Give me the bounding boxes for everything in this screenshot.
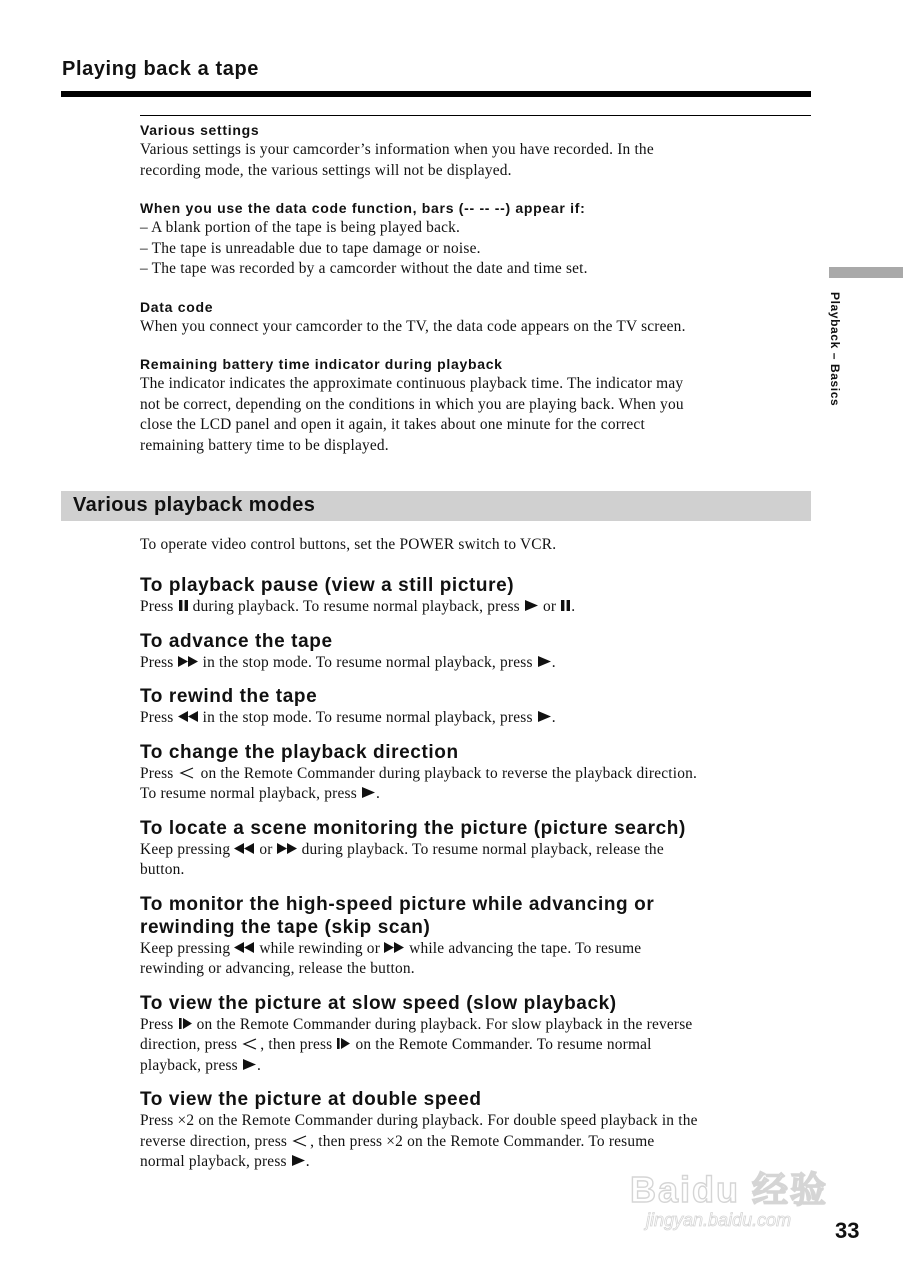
reverse-direction-icon	[291, 1134, 310, 1147]
mode-text: on the Remote Commander during playback to reverse the playback direction.	[196, 764, 698, 782]
mode-line	[140, 708, 812, 729]
mode-text: .	[571, 598, 576, 615]
play-icon	[361, 786, 376, 799]
note-line: recording mode, the various settings will not be displayed.	[140, 161, 512, 179]
notes-top-rule	[140, 115, 811, 116]
mode-heading: To advance the tape	[140, 630, 333, 652]
rewind-icon	[234, 941, 255, 954]
reverse-direction-icon	[241, 1037, 260, 1050]
mode-text: Press	[140, 709, 178, 726]
mode-text: during playback. To resume normal playback, release the	[297, 840, 664, 858]
mode-text: Press	[140, 1015, 178, 1033]
fast-forward-icon	[277, 842, 298, 855]
note-block	[140, 120, 810, 181]
note-line: – A blank portion of the tape is being played back.	[140, 219, 461, 236]
mode-text: or	[255, 840, 277, 858]
chapter-tab	[829, 267, 903, 278]
mode-block	[140, 685, 812, 729]
mode-text: in the stop mode. To resume normal playback, press	[198, 709, 537, 726]
mode-heading: To view the picture at double speed	[140, 1089, 482, 1110]
mode-block	[140, 992, 812, 1077]
mode-line	[140, 860, 812, 881]
section-title: Various playback modes	[73, 494, 316, 516]
mode-block	[140, 630, 812, 674]
mode-text: .	[551, 709, 556, 726]
mode-block	[140, 893, 812, 980]
reverse-direction-icon	[178, 766, 197, 779]
mode-text: Press	[140, 598, 178, 615]
mode-text: , then press	[260, 1036, 337, 1053]
mode-text: Keep pressing	[140, 840, 235, 858]
mode-text: on the Remote Commander. To resume normal	[351, 1036, 652, 1053]
mode-text: while rewinding or	[255, 939, 385, 957]
note-heading: Various settings	[140, 122, 260, 138]
mode-text: rewinding or advancing, release the button.	[140, 960, 415, 977]
note-block	[140, 297, 810, 338]
mode-text: on the Remote Commander during playback. For slow playback in the reverse	[192, 1015, 693, 1033]
mode-line	[140, 1035, 812, 1056]
mode-text: To resume normal playback, press	[140, 785, 361, 802]
mode-text: Keep pressing	[140, 939, 235, 957]
notes-section	[140, 120, 810, 473]
mode-text: during playback. To resume normal playback, press	[188, 598, 524, 615]
mode-text: .	[551, 653, 556, 671]
playback-modes-list	[140, 574, 812, 1185]
mode-heading: To monitor the high-speed picture while advancing or	[140, 893, 655, 915]
mode-text: while advancing the tape. To resume	[405, 939, 642, 957]
mode-text: .	[375, 785, 380, 802]
mode-line	[140, 1056, 812, 1077]
mode-text: direction, press	[140, 1036, 242, 1053]
pause-icon	[560, 599, 571, 612]
note-line: Various settings is your camcorder’s information when you have recorded. In the	[140, 141, 654, 158]
mode-text: playback, press	[140, 1056, 242, 1074]
note-heading: When you use the data code function, bars (-- -- --) appear if:	[140, 200, 586, 216]
note-line: – The tape is unreadable due to tape damage or noise.	[140, 239, 481, 257]
fast-forward-icon	[178, 655, 199, 668]
mode-line	[140, 939, 812, 960]
watermark-logo: Baidu 经验	[630, 1169, 829, 1210]
mode-text: Press	[140, 653, 178, 671]
mode-line	[140, 764, 812, 785]
watermark-url: jingyan.baidu.com	[646, 1210, 792, 1230]
note-block	[140, 198, 810, 280]
fast-forward-icon	[384, 941, 405, 954]
note-block	[140, 354, 810, 456]
mode-text: Press ×2 on the Remote Commander during playback. For double speed playback in the	[140, 1112, 698, 1129]
watermark	[600, 1160, 870, 1240]
note-heading: Data code	[140, 298, 214, 315]
note-line: – The tape was recorded by a camcorder without the date and time set.	[140, 260, 588, 277]
mode-block	[140, 741, 812, 805]
mode-text: , then press ×2 on the Remote Commander. To resume	[310, 1132, 655, 1150]
section-intro: To operate video control buttons, set the POWER switch to VCR.	[140, 536, 557, 553]
mode-heading: To playback pause (view a still picture)	[140, 575, 515, 596]
mode-text: in the stop mode. To resume normal playback, press	[198, 653, 537, 671]
mode-text: .	[256, 1056, 261, 1074]
title-rule	[61, 91, 811, 97]
note-heading: Remaining battery time indicator during playback	[140, 356, 503, 372]
note-line: The indicator indicates the approximate continuous playback time. The indicator may	[140, 375, 684, 392]
play-icon	[291, 1154, 306, 1167]
chapter-label: Playback – Basics	[828, 292, 842, 407]
page-number: 33	[835, 1218, 860, 1243]
slow-play-icon	[178, 1017, 193, 1030]
slow-play-icon	[336, 1037, 351, 1050]
mode-text: Press	[140, 764, 178, 782]
mode-line	[140, 1111, 812, 1132]
mode-heading: To change the playback direction	[140, 741, 459, 763]
note-line: remaining battery time to be displayed.	[140, 436, 389, 454]
rewind-icon	[178, 710, 199, 723]
mode-text: reverse direction, press	[140, 1132, 292, 1150]
mode-line	[140, 653, 812, 674]
note-line: not be correct, depending on the conditions in which you are playing back. When you	[140, 395, 684, 413]
mode-line	[140, 1015, 812, 1036]
section-band	[61, 491, 811, 521]
mode-text: normal playback, press	[140, 1153, 291, 1170]
play-icon	[524, 599, 539, 612]
rewind-icon	[234, 842, 255, 855]
mode-heading: To rewind the tape	[140, 686, 318, 707]
page-title: Playing back a tape	[62, 58, 260, 80]
mode-line	[140, 959, 812, 980]
mode-text: button.	[140, 861, 185, 878]
mode-line	[140, 784, 812, 805]
mode-text: or	[538, 598, 561, 615]
play-icon	[537, 710, 552, 723]
play-icon	[242, 1058, 257, 1071]
mode-heading: rewinding the tape (skip scan)	[140, 916, 431, 938]
mode-block	[140, 817, 812, 881]
mode-line	[140, 840, 812, 861]
note-line: close the LCD panel and open it again, it takes about one minute for the correct	[140, 416, 645, 433]
note-line: When you connect your camcorder to the TV, the data code appears on the TV screen.	[140, 317, 686, 335]
play-icon	[537, 655, 552, 668]
mode-block	[140, 574, 812, 618]
mode-heading: To view the picture at slow speed (slow playback)	[140, 992, 617, 1014]
pause-icon	[178, 599, 189, 612]
mode-line	[140, 1132, 812, 1153]
mode-line	[140, 597, 812, 618]
mode-text: .	[305, 1153, 310, 1170]
mode-heading: To locate a scene monitoring the picture (picture search)	[140, 817, 686, 839]
